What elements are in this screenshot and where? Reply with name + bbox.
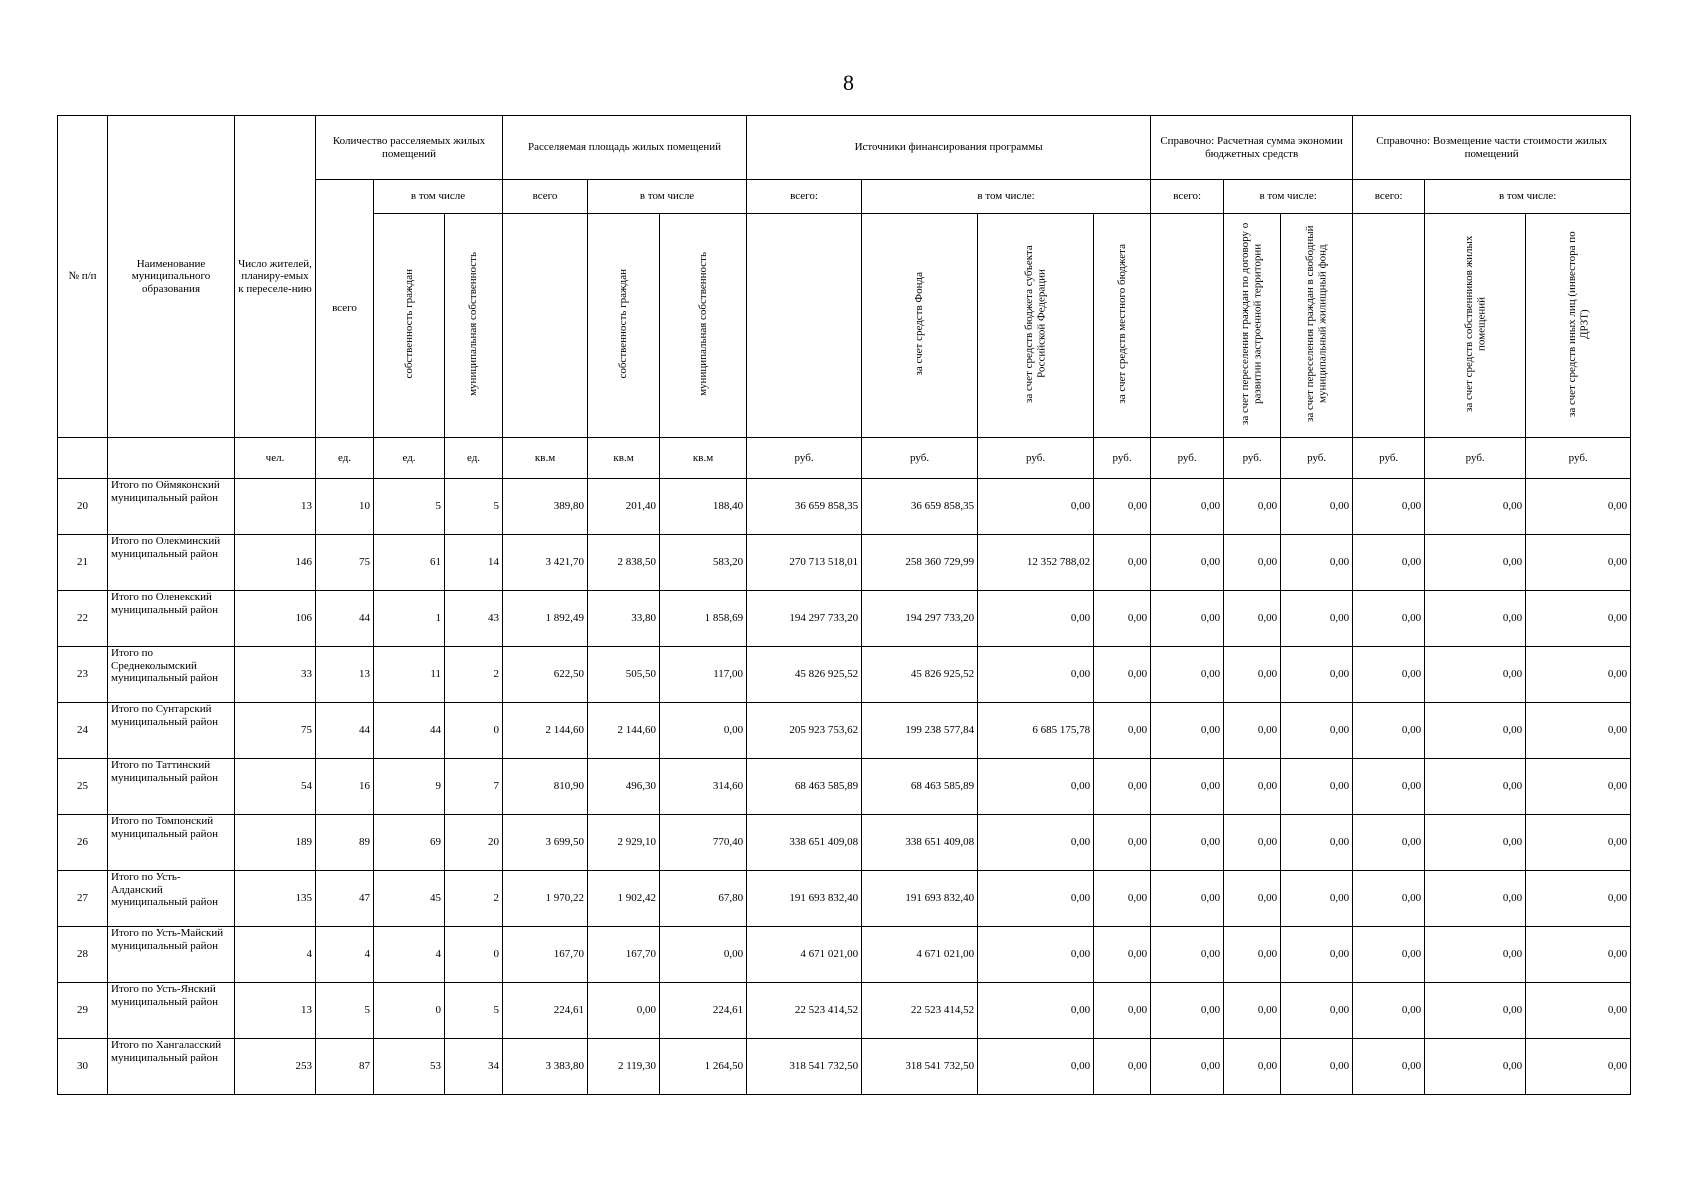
row-number-cell: 28 [58,927,108,983]
municipality-name-cell: Итого по Хангаласский муниципальный район [108,1039,235,1095]
header-fund: за счет средств Фонда [862,214,978,438]
value-cell: 67,80 [660,871,747,927]
value-cell: 0,00 [1281,983,1353,1039]
row-number-cell: 27 [58,871,108,927]
unit-cell: руб. [1094,438,1151,479]
value-cell: 194 297 733,20 [747,591,862,647]
value-cell: 0,00 [1094,983,1151,1039]
value-cell: 0,00 [1353,479,1425,535]
header-group-area: Расселяемая площадь жилых помещений [503,116,747,180]
value-cell: 188,40 [660,479,747,535]
value-cell: 5 [374,479,445,535]
value-cell: 0,00 [1151,479,1224,535]
value-cell: 45 826 925,52 [747,647,862,703]
unit-cell: руб. [978,438,1094,479]
unit-cell-blank [108,438,235,479]
value-cell: 0,00 [1425,591,1526,647]
header-savings-dev: за счет переселения граждан по договору о развитии застроенной территории [1224,214,1281,438]
header-comp-blank [1353,214,1425,438]
header-no: № п/п [58,116,108,438]
municipality-name-cell: Итого по Олекминский муниципальный район [108,535,235,591]
header-rooms-municipal: муниципальная собственность [445,214,503,438]
value-cell: 0,00 [1151,1039,1224,1095]
value-cell: 0,00 [1526,703,1631,759]
value-cell: 189 [235,815,316,871]
unit-cell: ед. [374,438,445,479]
row-number-cell: 22 [58,591,108,647]
value-cell: 1 892,49 [503,591,588,647]
unit-cell: ед. [445,438,503,479]
municipality-name-cell: Итого по Среднеколымский муниципальный район [108,647,235,703]
value-cell: 75 [235,703,316,759]
value-cell: 0,00 [1281,647,1353,703]
value-cell: 224,61 [503,983,588,1039]
value-cell: 22 523 414,52 [747,983,862,1039]
value-cell: 36 659 858,35 [747,479,862,535]
row-number-cell: 26 [58,815,108,871]
value-cell: 0,00 [1526,591,1631,647]
value-cell: 270 713 518,01 [747,535,862,591]
value-cell: 0 [445,703,503,759]
value-cell: 0,00 [1425,815,1526,871]
value-cell: 89 [316,815,374,871]
value-cell: 0,00 [1281,479,1353,535]
value-cell: 0,00 [1224,927,1281,983]
value-cell: 0,00 [1151,703,1224,759]
value-cell: 0,00 [1353,815,1425,871]
value-cell: 0,00 [1151,871,1224,927]
value-cell: 0,00 [1094,1039,1151,1095]
header-savings-including: в том числе: [1224,180,1353,214]
value-cell: 2 929,10 [588,815,660,871]
row-number-cell: 29 [58,983,108,1039]
header-funding-total: всего: [747,180,862,214]
value-cell: 0,00 [1526,647,1631,703]
value-cell: 167,70 [503,927,588,983]
header-area-municipal: муниципальная собственность [660,214,747,438]
value-cell: 0,00 [978,983,1094,1039]
value-cell: 0,00 [1224,647,1281,703]
header-residents: Число жителей, планиру-емых к переселе-нию [235,116,316,438]
value-cell: 0,00 [1281,703,1353,759]
value-cell: 389,80 [503,479,588,535]
value-cell: 0,00 [1151,815,1224,871]
value-cell: 0,00 [978,479,1094,535]
header-savings-blank [1151,214,1224,438]
unit-cell: руб. [1151,438,1224,479]
value-cell: 43 [445,591,503,647]
value-cell: 167,70 [588,927,660,983]
value-cell: 0,00 [1526,479,1631,535]
value-cell: 0,00 [978,591,1094,647]
value-cell: 0,00 [1151,927,1224,983]
table-row [58,927,1631,983]
value-cell: 0,00 [1224,591,1281,647]
value-cell: 0,00 [1353,535,1425,591]
unit-cell: руб. [1281,438,1353,479]
value-cell: 53 [374,1039,445,1095]
units-row [58,438,1631,479]
value-cell: 2 119,30 [588,1039,660,1095]
value-cell: 0,00 [1425,535,1526,591]
value-cell: 0,00 [1224,1039,1281,1095]
value-cell: 0,00 [1425,927,1526,983]
value-cell: 0,00 [1353,983,1425,1039]
value-cell: 0,00 [1353,1039,1425,1095]
table-row [58,591,1631,647]
value-cell: 4 [374,927,445,983]
header-group-rooms: Количество расселяемых жилых помещений [316,116,503,180]
value-cell: 0,00 [1353,647,1425,703]
value-cell: 258 360 729,99 [862,535,978,591]
value-cell: 0,00 [1526,815,1631,871]
value-cell: 10 [316,479,374,535]
value-cell: 68 463 585,89 [862,759,978,815]
header-savings-total: всего: [1151,180,1224,214]
value-cell: 0,00 [1094,647,1151,703]
value-cell: 146 [235,535,316,591]
unit-cell: руб. [862,438,978,479]
value-cell: 496,30 [588,759,660,815]
value-cell: 0,00 [1353,871,1425,927]
value-cell: 5 [445,983,503,1039]
header-savings-free: за счет переселения граждан в свободный муниципальный жилищный фонд [1281,214,1353,438]
value-cell: 0,00 [1151,759,1224,815]
value-cell: 0,00 [978,871,1094,927]
header-group-funding: Источники финансирования программы [747,116,1151,180]
value-cell: 0,00 [1224,759,1281,815]
value-cell: 5 [316,983,374,1039]
value-cell: 0,00 [1224,479,1281,535]
value-cell: 0,00 [1224,983,1281,1039]
value-cell: 0,00 [1094,591,1151,647]
value-cell: 22 523 414,52 [862,983,978,1039]
row-number-cell: 30 [58,1039,108,1095]
value-cell: 0,00 [1425,647,1526,703]
value-cell: 318 541 732,50 [862,1039,978,1095]
value-cell: 13 [316,647,374,703]
value-cell: 4 [235,927,316,983]
unit-cell: руб. [747,438,862,479]
municipality-name-cell: Итого по Оймяконский муниципальный район [108,479,235,535]
value-cell: 0 [374,983,445,1039]
value-cell: 0,00 [978,759,1094,815]
row-number-cell: 25 [58,759,108,815]
value-cell: 0,00 [1224,815,1281,871]
value-cell: 0,00 [1094,535,1151,591]
table-row [58,479,1631,535]
value-cell: 0,00 [978,927,1094,983]
value-cell: 253 [235,1039,316,1095]
value-cell: 4 671 021,00 [862,927,978,983]
header-funding-blank [747,214,862,438]
municipality-name-cell: Итого по Сунтарский муниципальный район [108,703,235,759]
value-cell: 0,00 [660,927,747,983]
value-cell: 0,00 [1151,983,1224,1039]
value-cell: 0,00 [1094,871,1151,927]
header-comp-owners: за счет средств собственников жилых помещений [1425,214,1526,438]
value-cell: 13 [235,479,316,535]
value-cell: 0,00 [1281,591,1353,647]
value-cell: 0,00 [1281,759,1353,815]
table-body [58,479,1631,1095]
value-cell: 54 [235,759,316,815]
value-cell: 0,00 [1526,1039,1631,1095]
municipality-name-cell: Итого по Томпонский муниципальный район [108,815,235,871]
value-cell: 0,00 [1281,871,1353,927]
value-cell: 0,00 [1353,759,1425,815]
value-cell: 13 [235,983,316,1039]
value-cell: 191 693 832,40 [862,871,978,927]
value-cell: 36 659 858,35 [862,479,978,535]
value-cell: 1 264,50 [660,1039,747,1095]
value-cell: 0,00 [978,815,1094,871]
value-cell: 4 [316,927,374,983]
value-cell: 2 [445,871,503,927]
value-cell: 0,00 [1425,759,1526,815]
value-cell: 69 [374,815,445,871]
header-name: Наименование муниципального образования [108,116,235,438]
municipality-name-cell: Итого по Усть-Майский муниципальный район [108,927,235,983]
value-cell: 0 [445,927,503,983]
header-area-private: собственность граждан [588,214,660,438]
header-rooms-including: в том числе [374,180,503,214]
value-cell: 0,00 [1224,871,1281,927]
header-area-blank [503,214,588,438]
value-cell: 16 [316,759,374,815]
table-row [58,871,1631,927]
unit-cell: руб. [1353,438,1425,479]
unit-cell: руб. [1526,438,1631,479]
value-cell: 45 826 925,52 [862,647,978,703]
header-local-budget: за счет средств местного бюджета [1094,214,1151,438]
value-cell: 0,00 [1425,1039,1526,1095]
municipality-name-cell: Итого по Усть-Алданский муниципальный район [108,871,235,927]
value-cell: 0,00 [1151,535,1224,591]
header-subject-budget: за счет средств бюджета субъекта Российской Федерации [978,214,1094,438]
value-cell: 33,80 [588,591,660,647]
header-comp-including: в том числе: [1425,180,1631,214]
value-cell: 0,00 [1151,591,1224,647]
value-cell: 47 [316,871,374,927]
value-cell: 622,50 [503,647,588,703]
unit-cell: кв.м [660,438,747,479]
value-cell: 135 [235,871,316,927]
value-cell: 5 [445,479,503,535]
unit-cell: руб. [1425,438,1526,479]
value-cell: 45 [374,871,445,927]
value-cell: 0,00 [1094,815,1151,871]
value-cell: 0,00 [1526,535,1631,591]
value-cell: 0,00 [1526,983,1631,1039]
value-cell: 1 [374,591,445,647]
value-cell: 2 838,50 [588,535,660,591]
value-cell: 14 [445,535,503,591]
table-row [58,759,1631,815]
municipality-name-cell: Итого по Оленекский муниципальный район [108,591,235,647]
value-cell: 6 685 175,78 [978,703,1094,759]
unit-cell: кв.м [503,438,588,479]
value-cell: 338 651 409,08 [862,815,978,871]
value-cell: 810,90 [503,759,588,815]
value-cell: 9 [374,759,445,815]
value-cell: 0,00 [1353,927,1425,983]
value-cell: 1 970,22 [503,871,588,927]
unit-cell-blank [58,438,108,479]
value-cell: 191 693 832,40 [747,871,862,927]
value-cell: 117,00 [660,647,747,703]
value-cell: 583,20 [660,535,747,591]
value-cell: 33 [235,647,316,703]
value-cell: 7 [445,759,503,815]
value-cell: 0,00 [1353,703,1425,759]
value-cell: 0,00 [1281,1039,1353,1095]
resettlement-table [57,115,1631,1095]
value-cell: 3 383,80 [503,1039,588,1095]
table-row [58,1039,1631,1095]
value-cell: 0,00 [1224,535,1281,591]
value-cell: 0,00 [1094,703,1151,759]
header-comp-others: за счет средств иных лиц (инвестора по ДРЗТ) [1526,214,1631,438]
value-cell: 0,00 [1425,983,1526,1039]
table-row [58,535,1631,591]
value-cell: 0,00 [1094,759,1151,815]
value-cell: 2 [445,647,503,703]
value-cell: 770,40 [660,815,747,871]
value-cell: 87 [316,1039,374,1095]
municipality-name-cell: Итого по Таттинский муниципальный район [108,759,235,815]
value-cell: 0,00 [1224,703,1281,759]
row-number-cell: 20 [58,479,108,535]
value-cell: 338 651 409,08 [747,815,862,871]
value-cell: 3 699,50 [503,815,588,871]
value-cell: 34 [445,1039,503,1095]
header-area-total: всего [503,180,588,214]
value-cell: 12 352 788,02 [978,535,1094,591]
table-row [58,815,1631,871]
value-cell: 44 [316,591,374,647]
value-cell: 205 923 753,62 [747,703,862,759]
value-cell: 201,40 [588,479,660,535]
value-cell: 20 [445,815,503,871]
value-cell: 199 238 577,84 [862,703,978,759]
value-cell: 0,00 [1425,871,1526,927]
header-rooms-private: собственность граждан [374,214,445,438]
municipality-name-cell: Итого по Усть-Янский муниципальный район [108,983,235,1039]
header-rooms-total: всего [316,180,374,438]
value-cell: 0,00 [978,647,1094,703]
value-cell: 0,00 [1425,703,1526,759]
value-cell: 11 [374,647,445,703]
value-cell: 4 671 021,00 [747,927,862,983]
value-cell: 224,61 [660,983,747,1039]
unit-cell: кв.м [588,438,660,479]
value-cell: 106 [235,591,316,647]
row-number-cell: 24 [58,703,108,759]
value-cell: 0,00 [1151,647,1224,703]
value-cell: 44 [374,703,445,759]
value-cell: 194 297 733,20 [862,591,978,647]
unit-cell: руб. [1224,438,1281,479]
value-cell: 1 858,69 [660,591,747,647]
value-cell: 75 [316,535,374,591]
value-cell: 505,50 [588,647,660,703]
value-cell: 0,00 [1094,927,1151,983]
value-cell: 318 541 732,50 [747,1039,862,1095]
value-cell: 0,00 [1353,591,1425,647]
value-cell: 44 [316,703,374,759]
value-cell: 0,00 [978,1039,1094,1095]
value-cell: 0,00 [588,983,660,1039]
value-cell: 61 [374,535,445,591]
row-number-cell: 21 [58,535,108,591]
value-cell: 0,00 [1526,759,1631,815]
value-cell: 0,00 [1281,535,1353,591]
value-cell: 0,00 [1281,927,1353,983]
unit-cell: чел. [235,438,316,479]
header-group-savings: Справочно: Расчетная сумма экономии бюджетных средств [1151,116,1353,180]
value-cell: 314,60 [660,759,747,815]
value-cell: 2 144,60 [588,703,660,759]
table-header [58,116,1631,479]
header-group-compensation: Справочно: Возмещение части стоимости жилых помещений [1353,116,1631,180]
value-cell: 0,00 [1526,871,1631,927]
value-cell: 68 463 585,89 [747,759,862,815]
row-number-cell: 23 [58,647,108,703]
value-cell: 2 144,60 [503,703,588,759]
value-cell: 3 421,70 [503,535,588,591]
table-row [58,647,1631,703]
value-cell: 0,00 [1526,927,1631,983]
header-funding-including: в том числе: [862,180,1151,214]
value-cell: 0,00 [1281,815,1353,871]
unit-cell: ед. [316,438,374,479]
value-cell: 0,00 [1094,479,1151,535]
table-row [58,983,1631,1039]
page-number: 8 [843,70,854,95]
value-cell: 1 902,42 [588,871,660,927]
header-area-including: в том числе [588,180,747,214]
header-comp-total: всего: [1353,180,1425,214]
value-cell: 0,00 [660,703,747,759]
table-row [58,703,1631,759]
value-cell: 0,00 [1425,479,1526,535]
